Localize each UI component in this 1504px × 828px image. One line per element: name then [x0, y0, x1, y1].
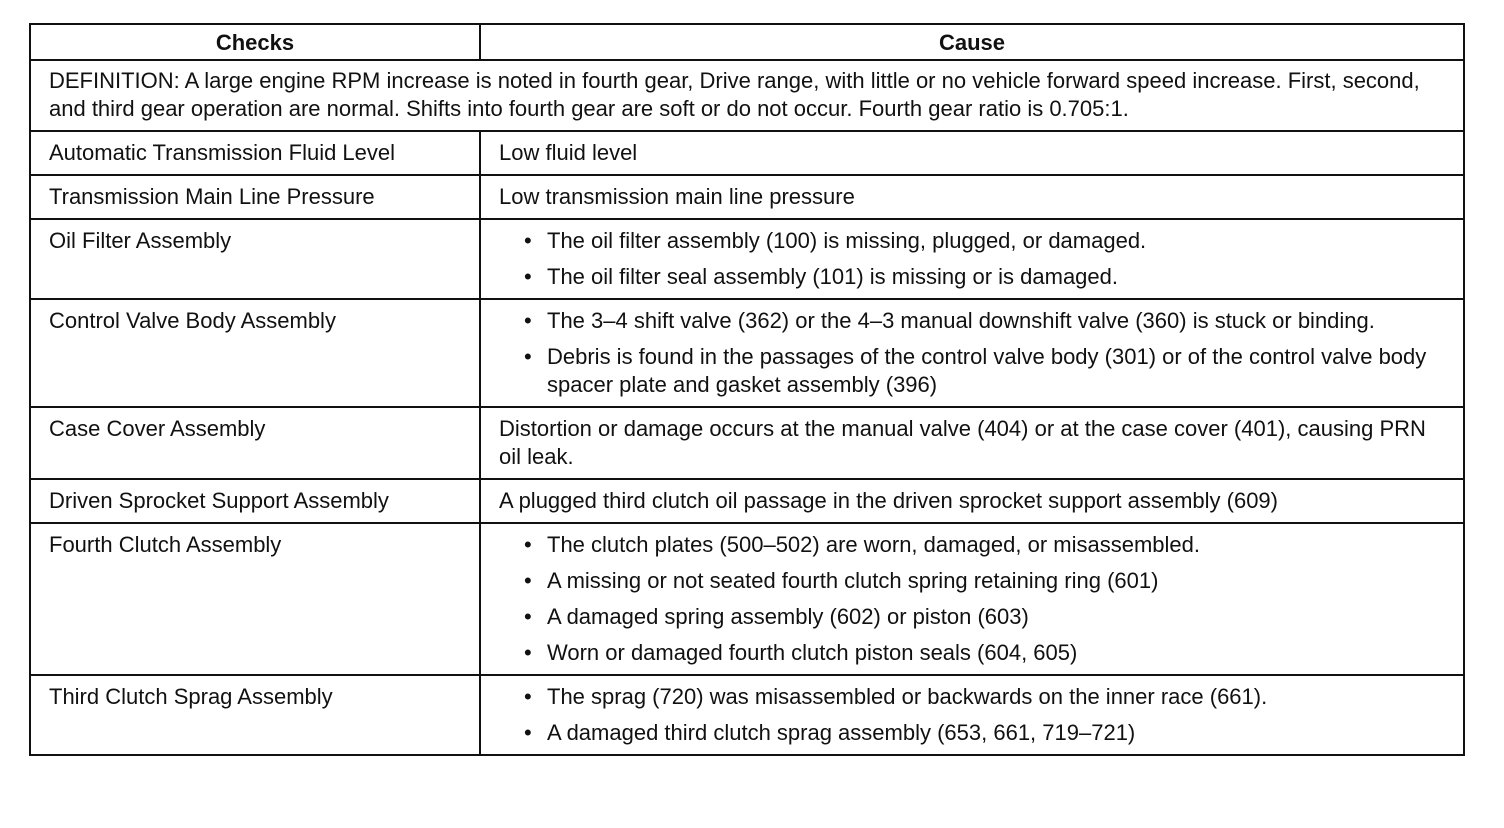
cause-cell	[480, 219, 1464, 299]
cause-item	[499, 639, 1445, 667]
check-cell: Automatic Transmission Fluid Level	[30, 131, 480, 175]
cause-item	[499, 307, 1445, 335]
cause-item-text: Worn or damaged fourth clutch piston seals (604, 605)	[547, 640, 1078, 665]
check-cell: Control Valve Body Assembly	[30, 299, 480, 407]
diagnostic-table	[29, 23, 1465, 756]
cause-item-text: Debris is found in the passages of the control valve body (301) or of the control valve body spacer plate and gasket assembly (396)	[547, 344, 1427, 397]
cause-item-text: The oil filter assembly (100) is missing, plugged, or damaged.	[547, 228, 1147, 253]
bullet-icon: •	[524, 344, 532, 369]
cause-list	[499, 531, 1445, 667]
bullet-icon: •	[524, 720, 532, 745]
check-cell: Oil Filter Assembly	[30, 219, 480, 299]
table-row	[30, 219, 1464, 299]
cause-item-text: The oil filter seal assembly (101) is missing or is damaged.	[547, 264, 1119, 289]
cause-item	[499, 567, 1445, 595]
check-cell: Fourth Clutch Assembly	[30, 523, 480, 675]
table-row	[30, 479, 1464, 523]
bullet-icon: •	[524, 308, 532, 333]
table-row	[30, 131, 1464, 175]
cause-item-text: A missing or not seated fourth clutch spring retaining ring (601)	[547, 568, 1159, 593]
table-row	[30, 175, 1464, 219]
cause-item-text: A damaged third clutch sprag assembly (653, 661, 719–721)	[547, 720, 1136, 745]
bullet-icon: •	[524, 640, 532, 665]
table-row	[30, 523, 1464, 675]
definition-text: DEFINITION: A large engine RPM increase is noted in fourth gear, Drive range, with little or no vehicle forward speed increase. First, second, and third gear operation are normal. Shifts into fourth gear are soft or do not occur. Fourth gear ratio is 0.705:1.	[30, 60, 1464, 131]
cause-cell	[480, 523, 1464, 675]
cause-cell: Low transmission main line pressure	[480, 175, 1464, 219]
cause-item	[499, 603, 1445, 631]
checks-column-header: Checks	[30, 24, 480, 60]
cause-column-header: Cause	[480, 24, 1464, 60]
check-cell: Transmission Main Line Pressure	[30, 175, 480, 219]
cause-item-text: The 3–4 shift valve (362) or the 4–3 manual downshift valve (360) is stuck or binding.	[547, 308, 1375, 333]
bullet-icon: •	[524, 684, 532, 709]
table-row	[30, 407, 1464, 479]
bullet-icon: •	[524, 264, 532, 289]
bullet-icon: •	[524, 532, 532, 557]
bullet-icon: •	[524, 228, 532, 253]
cause-item	[499, 343, 1445, 399]
cause-cell: Distortion or damage occurs at the manual valve (404) or at the case cover (401), causing PRN oil leak.	[480, 407, 1464, 479]
cause-list	[499, 307, 1445, 399]
table-row	[30, 675, 1464, 755]
cause-item	[499, 683, 1445, 711]
cause-list	[499, 227, 1445, 291]
cause-item	[499, 719, 1445, 747]
cause-list	[499, 683, 1445, 747]
cause-cell: Low fluid level	[480, 131, 1464, 175]
bullet-icon: •	[524, 604, 532, 629]
check-cell: Driven Sprocket Support Assembly	[30, 479, 480, 523]
check-cell: Third Clutch Sprag Assembly	[30, 675, 480, 755]
cause-cell	[480, 675, 1464, 755]
cause-item-text: The sprag (720) was misassembled or backwards on the inner race (661).	[547, 684, 1268, 709]
table-row	[30, 299, 1464, 407]
cause-cell: A plugged third clutch oil passage in the driven sprocket support assembly (609)	[480, 479, 1464, 523]
header-row	[30, 24, 1464, 60]
cause-item	[499, 531, 1445, 559]
check-cell: Case Cover Assembly	[30, 407, 480, 479]
bullet-icon: •	[524, 568, 532, 593]
cause-item-text: A damaged spring assembly (602) or piston (603)	[547, 604, 1029, 629]
cause-cell	[480, 299, 1464, 407]
cause-item	[499, 227, 1445, 255]
cause-item-text: The clutch plates (500–502) are worn, damaged, or misassembled.	[547, 532, 1201, 557]
cause-item	[499, 263, 1445, 291]
definition-row	[30, 60, 1464, 131]
